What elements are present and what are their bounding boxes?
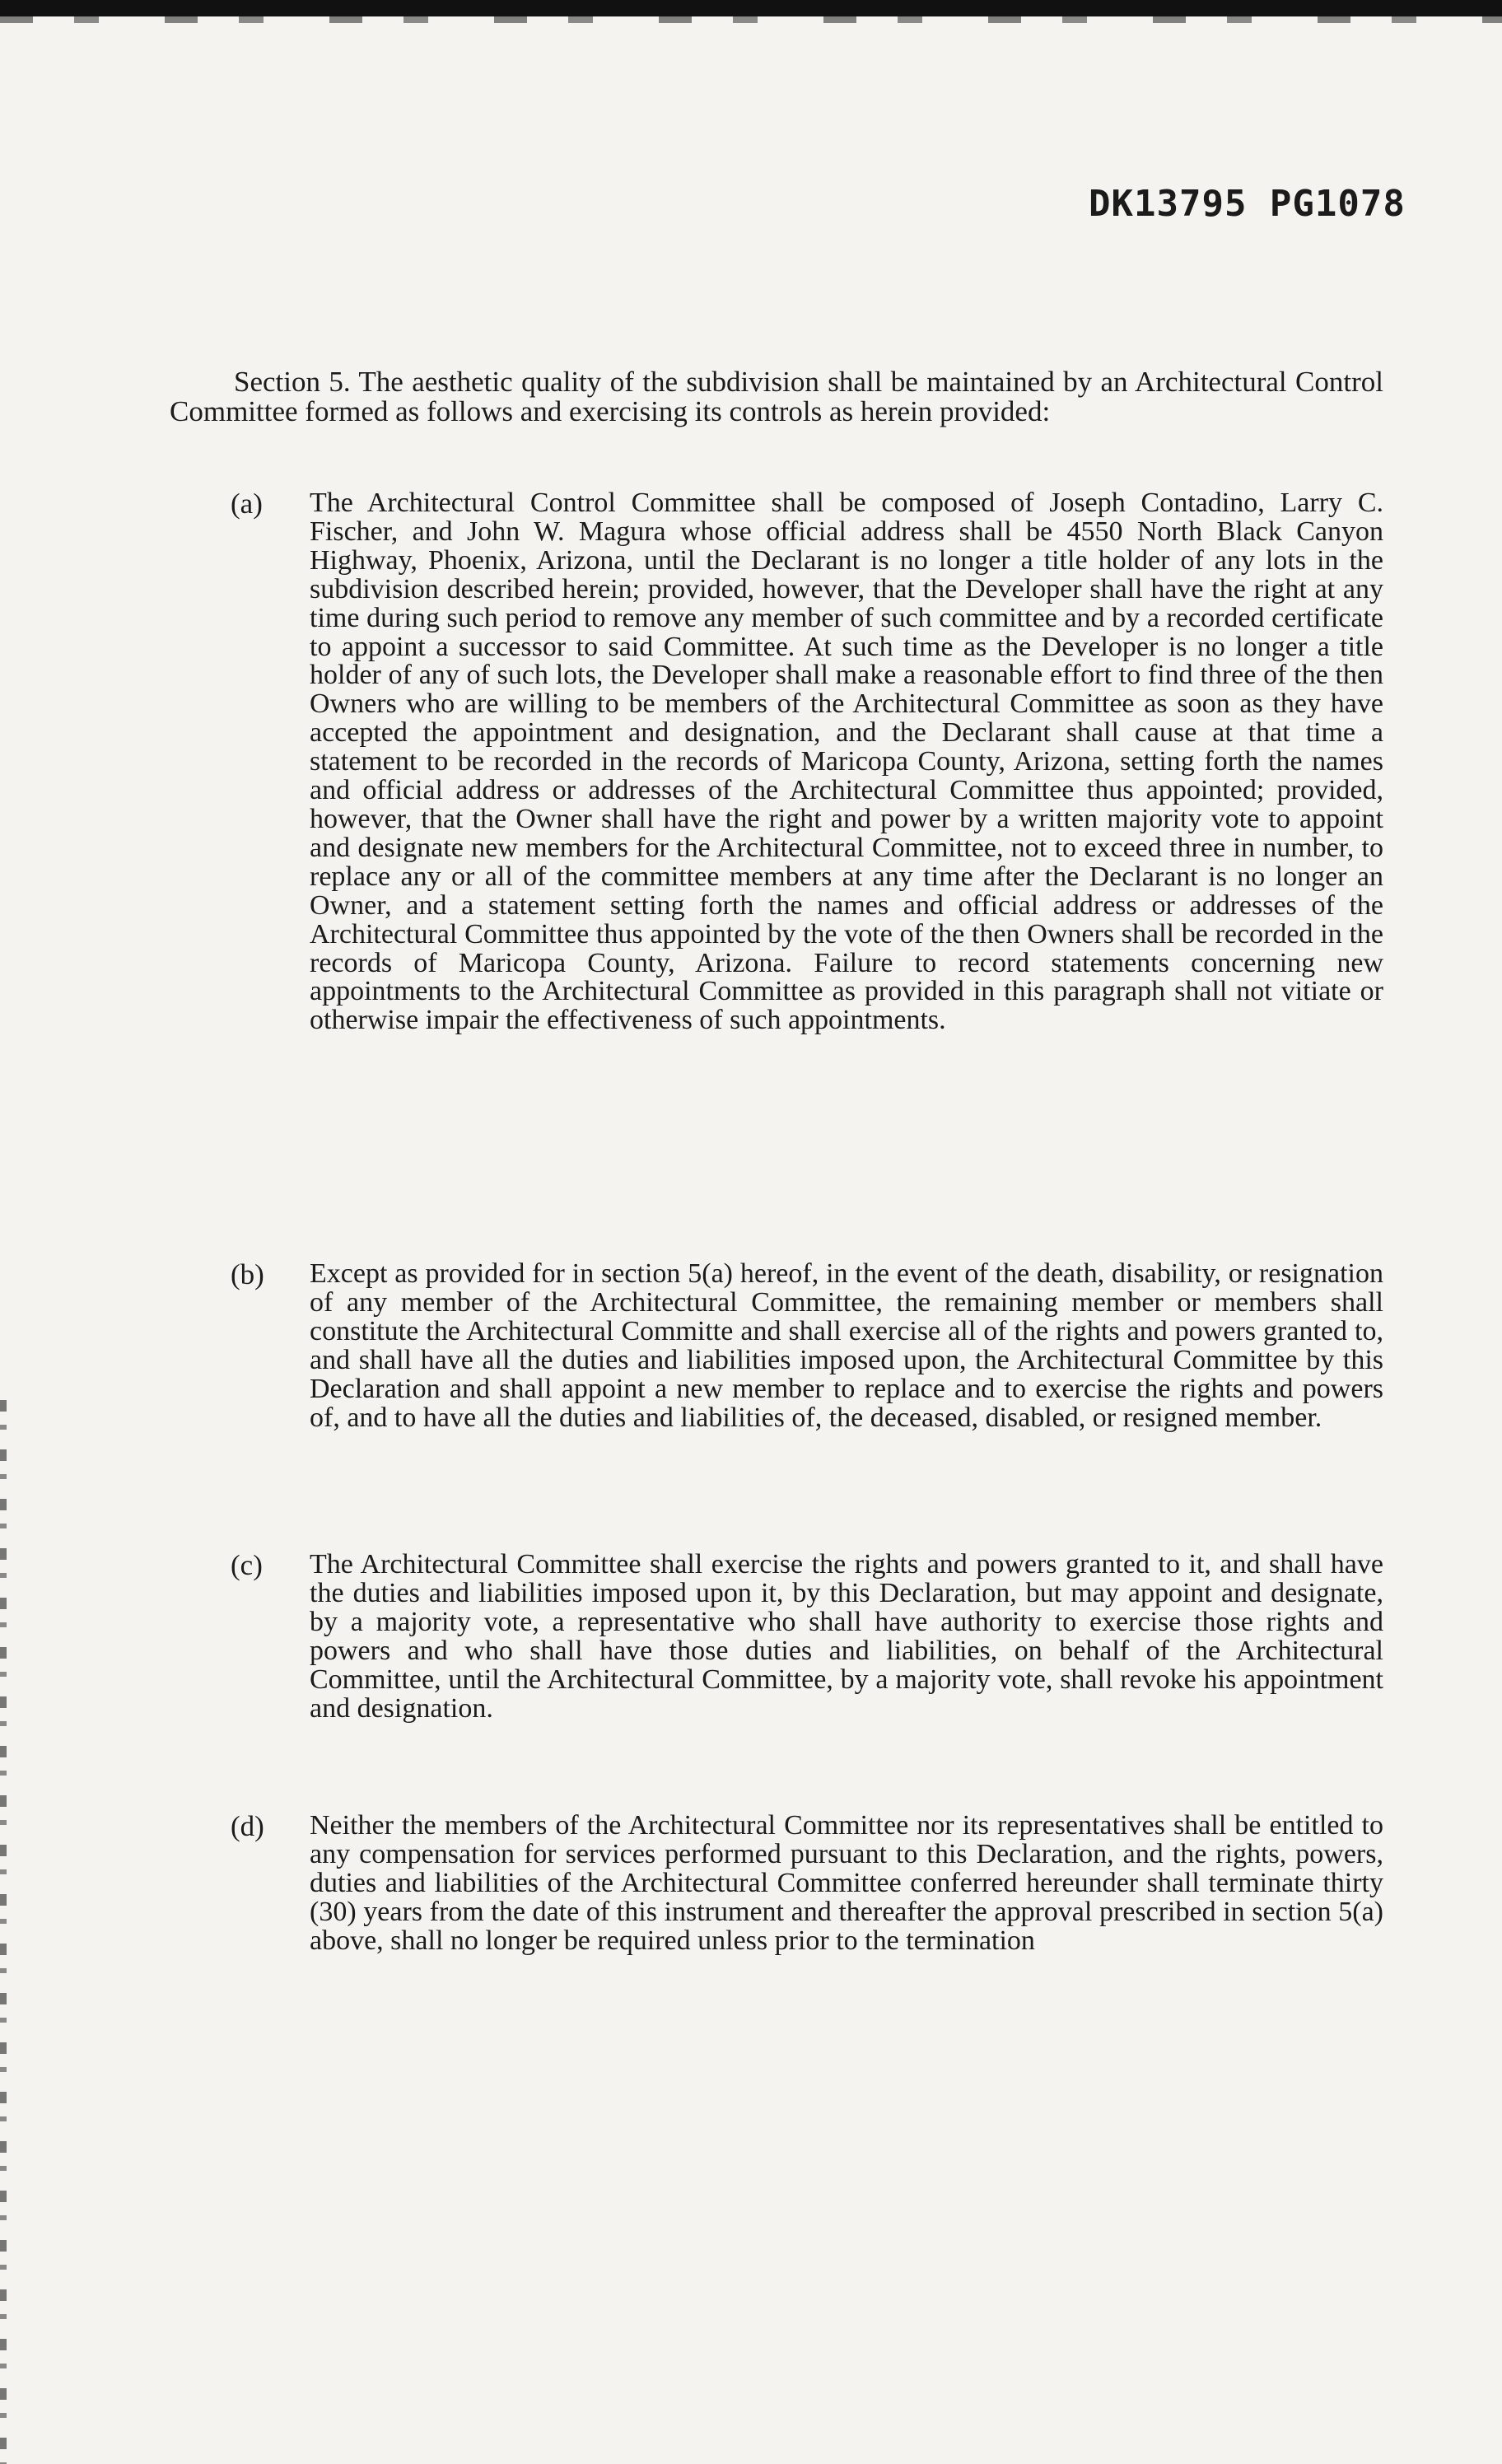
clause-a-text: The Architectural Control Committee shall be composed of Joseph Contadino, Larry C. Fischer, and John W. Magura whose official address shall be 4550 North Black Canyon Highway, Phoenix, Arizona, until the Declarant is no longer a title holder of any lots in the subdivision described herein; provided, however, that the Developer shall have the right at any time during such period to remove any member of such committee and by a recorded certificate to appoint a successor to said Committee. At such time as the Developer is no longer a title holder of any of such lots, the Developer shall make a reasonable effort to find three of the then Owners who are willing to be members of the Architectural Committee as soon as they have accepted the appointment and designation, and the Declarant shall cause at that time a statement to be recorded in the records of Maricopa County, Arizona, setting forth the names and official address or addresses of the Architectural Committee thus appointed; provided, however, that the Owner shall have the right and power by a written majority vote to appoint and designate new members for the Architectural Committee, not to exceed three in number, to replace any or all of the committee members at any time after the Declarant is no longer an Owner, and a statement setting forth the names and official address or addresses of the Architectural Committee thus appointed by the vote of the then Owners shall be recorded in the records of Maricopa County, Arizona. Failure to record statements concerning new appointments to the Architectural Committee as provided in this paragraph shall not vitiate or otherwise impair the effectiveness of such appointments. xyxy=(310,488,1383,1036)
clause-a-letter: (a) xyxy=(231,488,263,520)
scan-top-edge xyxy=(0,0,1502,16)
clause-b-text: Except as provided for in section 5(a) hereof, in the event of the death, disability, or resignation of any member of the Architectural Committee, the remaining member or members shall constitute the Architectural Committe and shall exercise all of the rights and powers granted to, and shall have all the duties and liabilities imposed upon, the Architectural Committee by this Declaration and shall appoint a new member to replace and to exercise the rights and powers of, and to have all the duties and liabilities of, the deceased, disabled, or resigned member. xyxy=(310,1258,1383,1433)
clause-c-letter: (c) xyxy=(231,1549,263,1581)
clause-c-text: The Architectural Committee shall exercise the rights and powers granted to it, and shall have the duties and liabilities imposed upon it, by this Declaration, but may appoint and designate, by a majority vote, a representative who shall have authority to exercise those rights and powers and who shall have those duties and liabilities, on behalf of the Architectural Committee, until the Architectural Committee, by a majority vote, shall revoke his appointment and designation. xyxy=(310,1549,1383,1724)
section-intro xyxy=(170,367,1383,427)
clause-d-text: Neither the members of the Architectural Committee nor its representatives shall be entitled to any compensation for services performed pursuant to this Declaration, and the rights, powers, duties and liabilities of the Architectural Committee conferred hereunder shall terminate thirty (30) years from the date of this instrument and thereafter the approval prescribed in section 5(a) above, shall no longer be required unless prior to the termination xyxy=(310,1810,1383,1956)
clause-d-letter: (d) xyxy=(231,1810,264,1842)
recording-number: DK13795 PG1078 xyxy=(1089,183,1406,225)
scan-left-edge xyxy=(0,1400,7,2464)
clause-b-letter: (b) xyxy=(231,1258,264,1290)
section-intro-text: Section 5. The aesthetic quality of the subdivision shall be maintained by an Architectural Control Committee formed as follows and exercising its controls as herein provided: xyxy=(170,366,1383,427)
